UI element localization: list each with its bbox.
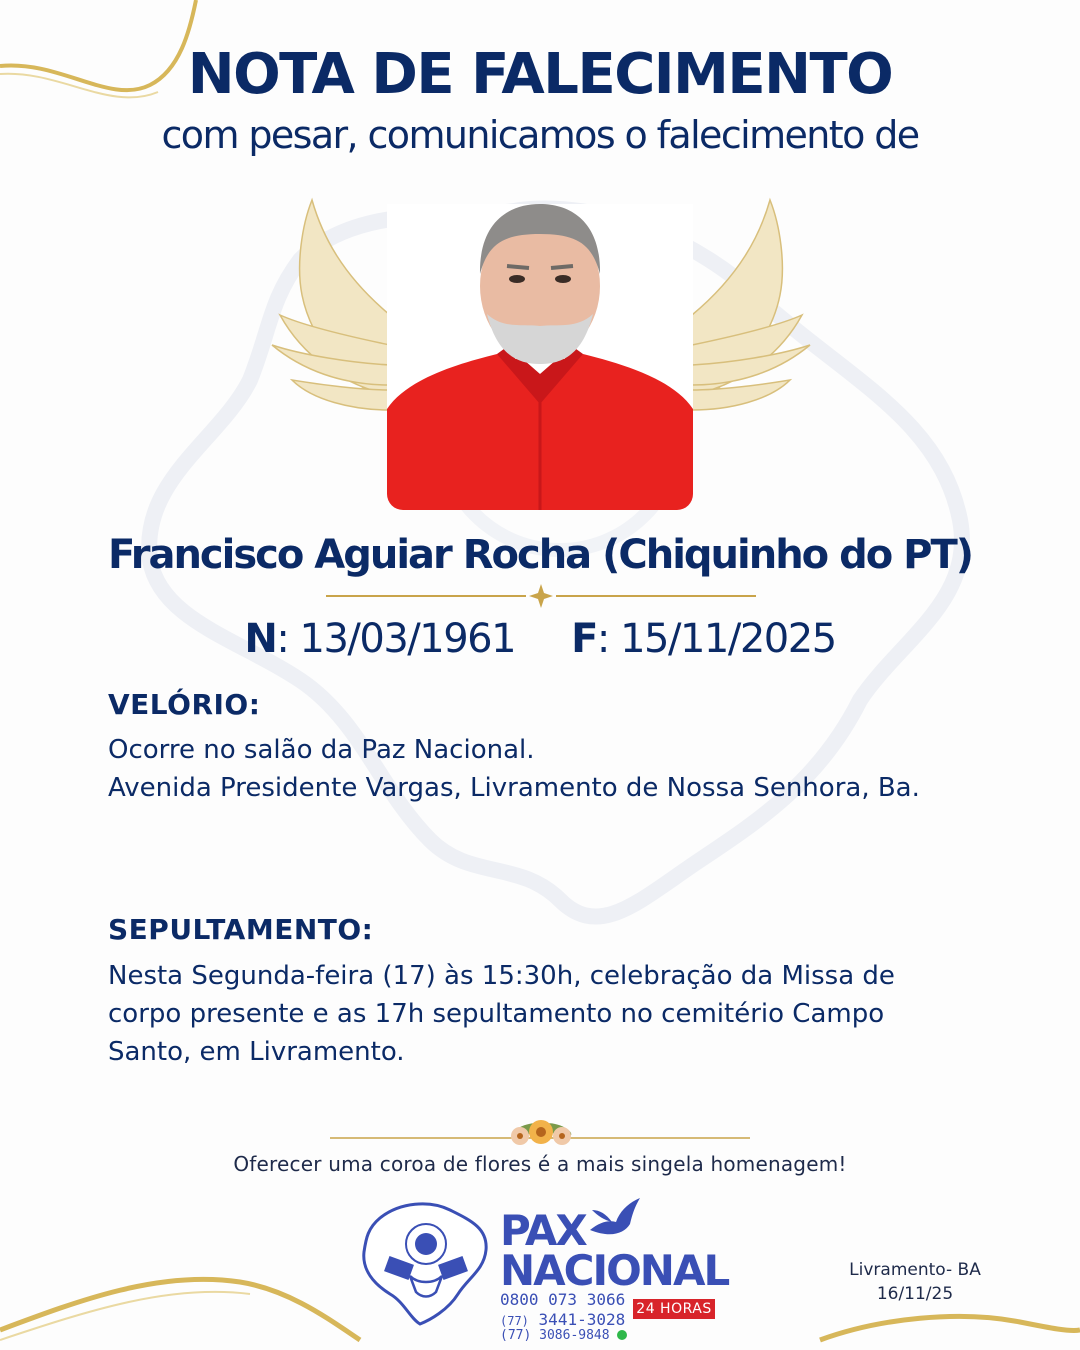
sepultamento-line-1: Nesta Segunda-feira (17) às 15:30h, celebração da Missa de (108, 961, 895, 991)
gold-swoosh-bottom-right (820, 1300, 1080, 1350)
life-dates (0, 616, 1080, 662)
phone-whatsapp-prefix: (77) (500, 1328, 532, 1343)
phone-local-number: 3441-3028 (538, 1310, 626, 1329)
deceased-name: Francisco Aguiar Rocha (Chiquinho do PT) (107, 532, 973, 578)
hours-badge: 24 HORAS (633, 1299, 715, 1319)
gold-divider (326, 584, 756, 608)
wing-icon (690, 195, 810, 415)
brand-name-line-1: PAX (500, 1206, 586, 1255)
wing-icon (272, 195, 392, 415)
phone-whatsapp (500, 1328, 610, 1343)
velorio-line-2: Avenida Presidente Vargas, Livramento de Nossa Senhora, Ba. (108, 773, 920, 803)
page-title: NOTA DE FALECIMENTO (187, 42, 893, 107)
whatsapp-icon (617, 1330, 627, 1340)
flower-divider (330, 1110, 750, 1156)
birth-label: N (244, 616, 277, 662)
footer-place: Livramento- BA (849, 1260, 981, 1280)
page-subtitle: com pesar, comunicamos o falecimento de (161, 113, 919, 157)
sepultamento-heading: SEPULTAMENTO: (108, 913, 374, 946)
tagline: Oferecer uma coroa de flores é a mais singela homenagem! (233, 1152, 847, 1176)
dove-icon (586, 1196, 642, 1240)
velorio-line-1: Ocorre no salão da Paz Nacional. (108, 735, 535, 765)
portrait-photo (387, 204, 693, 510)
flower-icon (511, 1120, 573, 1145)
sepultamento-line-3: Santo, em Livramento. (108, 1037, 405, 1067)
velorio-heading: VELÓRIO: (108, 688, 261, 721)
footer-date: 16/11/25 (876, 1284, 954, 1304)
sepultamento-line-2: corpo presente e as 17h sepultamento no cemitério Campo (108, 999, 885, 1029)
gold-swoosh-bottom-left (0, 1270, 360, 1350)
phone-whatsapp-number: 3086-9848 (539, 1328, 610, 1343)
brand-name-line-2: NACIONAL (500, 1246, 729, 1295)
brazil-map-icon (360, 1198, 492, 1326)
phone-tollfree: 0800 073 3066 (500, 1290, 626, 1309)
birth-date: : 13/03/1961 (276, 616, 516, 662)
phone-local (500, 1310, 625, 1329)
phone-local-prefix: (77) (500, 1314, 529, 1328)
sparkle-icon (529, 584, 553, 608)
death-label: F (571, 616, 597, 662)
death-date: : 15/11/2025 (596, 616, 836, 662)
